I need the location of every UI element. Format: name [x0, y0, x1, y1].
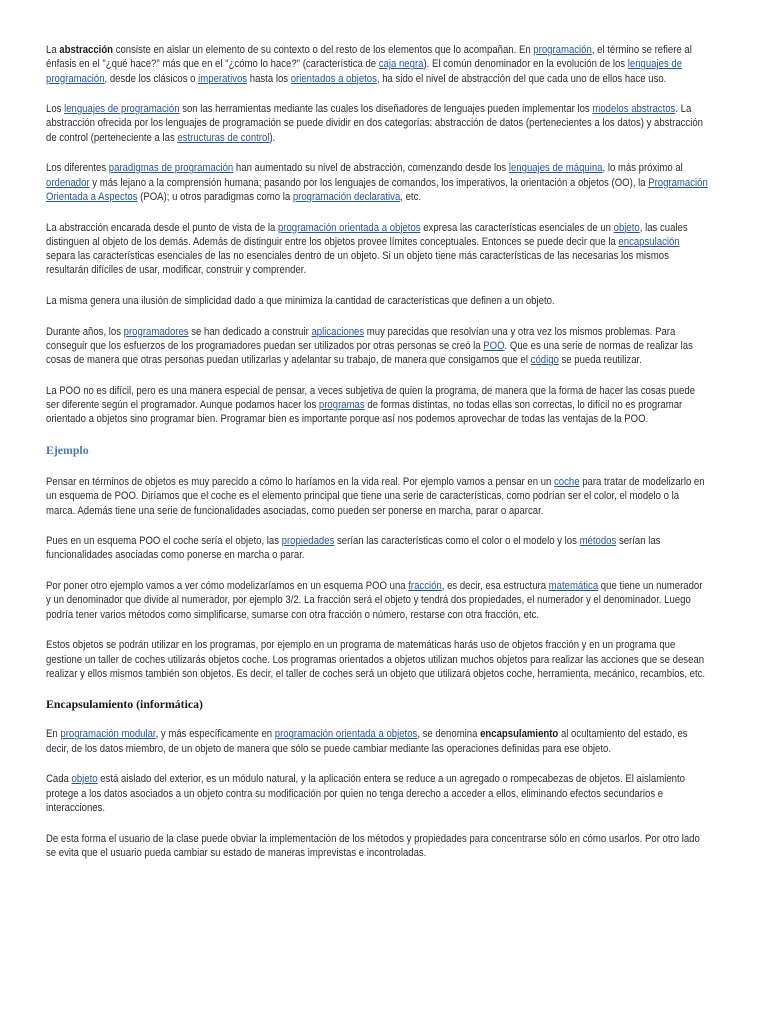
text-run: para tratar de modelizarlo en: [579, 476, 705, 488]
text-line: [46, 846, 638, 860]
text-run: Durante años, los: [46, 325, 124, 338]
link-poo[interactable]: POO: [483, 339, 505, 352]
intro-section: [46, 43, 726, 427]
text-line: [46, 102, 692, 116]
text-run: , es decir, esa estructura: [441, 580, 549, 593]
text-line: [46, 339, 693, 353]
link-programacion-orientada-a-objetos[interactable]: programación orientada a objetos: [274, 728, 418, 741]
text-run: , el término se refiere al: [591, 44, 692, 56]
link-coche[interactable]: coche: [554, 476, 580, 488]
text-run: La POO no es difícil, pero es una manera especial de pensar, a veces subjetiva de quien la programa, de manera que la forma de hacer las cosas puede: [46, 384, 696, 397]
text-run: resultarán difíciles de usar, modificar, construir y comprender.: [46, 264, 307, 277]
text-line: [46, 384, 696, 398]
text-run: ). El común denominador en la evolución de los: [423, 58, 628, 71]
text-line: [46, 548, 638, 562]
link-lenguajes-de-maquina[interactable]: lenguajes de máquina: [508, 162, 603, 175]
text-line: [46, 221, 688, 235]
text-run: . La: [675, 103, 692, 116]
text-run: que tiene un numerador: [598, 580, 703, 593]
text-line: [46, 263, 638, 277]
text-run: , etc.: [400, 190, 422, 203]
example-paragraphs: [46, 475, 726, 681]
link-caja-negra[interactable]: caja negra: [378, 58, 424, 71]
text-run: expresa las características esenciales de un: [420, 221, 614, 234]
link-programacion-modular[interactable]: programación modular: [60, 728, 156, 741]
text-run: , ha sido el nivel de abstracción del que cada uno de ellos hace uso.: [376, 72, 667, 85]
text-line: [46, 787, 664, 801]
text-run: Pensar en términos de objetos es muy parecido a cómo lo haríamos en la vida real. Por ejemplo vamos a pensar en un: [46, 476, 555, 488]
text-run: La misma genera una ilusión de simplicidad dado a que minimiza la cantidad de características que definen a un objeto.: [46, 295, 555, 308]
text-line: [46, 832, 700, 846]
text-run: , y más específicamente en: [155, 728, 275, 741]
intro-paragraphs: [46, 43, 726, 427]
text-run: separa las características esenciales de las no esenciales dentro de un objeto. Si un objeto tiene más características de las necesarias los mismos: [46, 250, 669, 263]
text-run: , lo más próximo al: [602, 162, 683, 175]
text-run: Pues en un esquema POO el coche sería el objeto, las: [46, 535, 282, 548]
link-programacion-orientada-a-objetos[interactable]: programación orientada a objetos: [277, 221, 421, 234]
text-run: interacciones.: [46, 801, 106, 814]
text-run: ser diferente según el programador. Aunque podamos hacer los: [46, 399, 319, 412]
text-run: gestione un taller de coches utilizarás objetos coche. Los programas orientados a objetos utilizan muchos objetos para realizar las acciones que se desean: [46, 653, 705, 666]
text-run: serían las características como el color o el modelo y los: [334, 535, 580, 548]
text-line: [46, 593, 691, 607]
text-run: han aumentado su nivel de abstracción, comenzando desde los: [233, 162, 509, 175]
link-aplicaciones[interactable]: aplicaciones: [311, 325, 365, 338]
text-line: [46, 116, 703, 130]
text-line: [46, 398, 683, 412]
text-run: , se denomina: [417, 728, 481, 741]
text-run: La: [46, 44, 60, 56]
text-line: [46, 190, 638, 204]
link-objeto[interactable]: objeto: [613, 221, 640, 234]
text-run: realizar y ellos mismos también son objetos. Es decir, el taller de coches será un objeto que utilizará objetos coche, herramienta, mecánico, recambios, etc.: [46, 667, 706, 680]
text-line: [46, 72, 667, 86]
text-line: [46, 235, 680, 249]
link-lenguajes-de-programacion[interactable]: lenguajes de programación: [64, 103, 180, 116]
text-line: [46, 43, 692, 57]
encapsulation-section: [46, 697, 726, 860]
link-programacion[interactable]: programación: [46, 72, 105, 85]
link-programacion[interactable]: programación: [533, 44, 592, 56]
text-line: [46, 608, 638, 622]
text-line: [46, 534, 661, 548]
paragraph: [46, 475, 726, 518]
bold-term: abstracción: [59, 44, 114, 56]
text-run: hasta los: [247, 72, 291, 85]
paragraph: [46, 727, 726, 756]
link-paradigmas-de-programacion[interactable]: paradigmas de programación: [108, 162, 234, 175]
text-run: En: [46, 728, 61, 741]
text-run: serían las: [616, 535, 661, 548]
text-run: marca. Además tiene una serie de funcionalidades asociadas, como pueden ser ponerse en marcha, parar o aparcar.: [46, 504, 544, 517]
link-programacion-declarativa[interactable]: programación declarativa: [292, 190, 401, 203]
text-line: [46, 249, 669, 263]
paragraph: [46, 772, 726, 815]
text-line: [46, 772, 685, 786]
link-imperativos[interactable]: imperativos: [198, 72, 248, 85]
text-run: Cada: [46, 773, 72, 786]
text-run: . Que es una serie de normas de realizar las: [504, 339, 693, 352]
text-run: son las herramientas mediante las cuales los diseñadores de lenguajes pueden implementar los: [179, 103, 593, 116]
section-heading-encapsulamiento: Encapsulamiento (informática): [46, 697, 203, 712]
text-run: Estos objetos se podrán utilizar en los programas, por ejemplo en un programa de matemáticas harás uso de objetos fracción y en un programa que: [46, 639, 676, 652]
text-line: [46, 489, 680, 503]
text-line: [46, 742, 638, 756]
link-matematica[interactable]: matemática: [548, 580, 599, 593]
link-fraccion[interactable]: fracción: [408, 580, 442, 593]
link-ordenador[interactable]: ordenador: [46, 176, 90, 189]
text-run: énfasis en el "¿qué hace?" más que en el "¿cómo lo hace?" (característica de: [46, 58, 379, 71]
text-run: consiste en aislar un elemento de su contexto o del resto de los elementos que lo acompañan. En: [113, 44, 534, 56]
document-page: [46, 43, 726, 876]
text-line: [46, 161, 683, 175]
bold-term: encapsulamiento: [480, 728, 559, 741]
link-lenguajes-de[interactable]: lenguajes de: [627, 58, 683, 71]
text-run: de formas distintas, no todas ellas son correctas, lo difícil no es programar: [364, 399, 683, 412]
text-run: cosas de manera que otras personas puedan utilizarlas y adelantar su trabajo, de manera que consigamos que el: [46, 354, 531, 367]
link-encapsulacion[interactable]: encapsulación: [618, 235, 680, 248]
text-run: , desde los clásicos o: [104, 72, 199, 85]
paragraph: [46, 638, 726, 681]
text-line: [46, 325, 676, 339]
text-run: al ocultamiento del estado, es: [558, 728, 688, 741]
link-propiedades[interactable]: propiedades: [281, 535, 335, 548]
text-run: orientado a objetos sino programar bien. Programar bien es importante porque así nos podemos aprovechar de todas las ventajas de la POO.: [46, 413, 649, 426]
paragraph: [46, 161, 726, 204]
text-run: De esta forma el usuario de la clase puede obviar la implementación de los métodos y propiedades para concentrarse sólo en cómo usarlos. Por otro lado: [46, 832, 700, 845]
paragraph: [46, 832, 726, 861]
text-line: [46, 727, 688, 741]
text-run: de control (perteneciente a las: [46, 131, 178, 144]
text-run: se han dedicado a construir: [188, 325, 312, 338]
text-run: , las cuales: [639, 221, 688, 234]
link-orientados-a-objetos[interactable]: orientados a objetos: [290, 72, 377, 85]
text-line: [46, 131, 638, 145]
text-run: muy parecidas que resolvían una y otra vez los mismos problemas. Para: [364, 325, 676, 338]
link-programacion[interactable]: Programación: [648, 176, 708, 189]
example-section: [46, 443, 726, 681]
text-line: [46, 579, 703, 593]
encapsulation-paragraphs: [46, 727, 726, 860]
text-run: funcionalidades asociadas como ponerse en marcha o parar.: [46, 549, 305, 562]
text-run: decir, de los datos miembro, de un objeto de manera que sólo se puede cambiar mediante las operaciones definidas para ese objeto.: [46, 742, 611, 755]
link-modelos-abstractos[interactable]: modelos abstractos: [592, 103, 676, 116]
text-line: [46, 504, 638, 518]
text-line: [46, 638, 676, 652]
paragraph: [46, 294, 726, 308]
link-orientada-a-aspectos[interactable]: Orientada a Aspectos: [46, 190, 138, 203]
text-line: [46, 475, 705, 489]
paragraph: [46, 102, 726, 145]
paragraph: [46, 325, 726, 368]
link-codigo[interactable]: código: [530, 354, 559, 367]
text-run: Por poner otro ejemplo vamos a ver cómo modelizaríamos en un esquema POO una: [46, 580, 409, 593]
paragraph: [46, 579, 726, 622]
paragraph: [46, 43, 726, 86]
text-run: Los diferentes: [46, 162, 109, 175]
text-run: distinguen al objeto de los demás. Además de distinguir entre los objetos provee límites conceptuales. Entonces se puede decir que la: [46, 235, 619, 248]
text-line: [46, 801, 638, 815]
paragraph: [46, 384, 726, 427]
link-objeto[interactable]: objeto: [71, 773, 98, 786]
text-run: (POA); u otros paradigmas como la: [137, 190, 293, 203]
text-line: [46, 653, 705, 667]
text-run: podría tener varios métodos como simplificarse, sumarse con otra fracción o número, restarse con otra fracción, etc.: [46, 608, 540, 621]
text-line: [46, 667, 706, 681]
text-run: conseguir que los esfuerzos de los programadores puedan ser utilizados por otras personas se creó la: [46, 339, 484, 352]
link-metodos[interactable]: métodos: [579, 535, 617, 548]
text-run: y un denominador que divide al numerador, por ejemplo 3/2. La fracción será el objeto y tendrá dos propiedades, el numerador y el denominador. Luego: [46, 594, 691, 607]
text-run: se evita que el usuario pueda cambiar su estado de maneras imprevistas e incontroladas.: [46, 846, 427, 859]
text-line: [46, 57, 683, 71]
paragraph: [46, 534, 726, 563]
link-programas[interactable]: programas: [318, 399, 365, 412]
text-line: [46, 353, 642, 367]
text-run: La abstracción encarada desde el punto de vista de la: [46, 221, 278, 234]
section-heading-ejemplo: Ejemplo: [46, 443, 89, 458]
text-run: abstracción ofrecida por los lenguajes de programación se puede dividir en dos categorías: abstracción de datos (pertenecientes a los datos) y abstracción: [46, 117, 703, 130]
text-run: y más lejano a la comprensión humana; pasando por los lenguajes de comandos, los imperativos, la orientación a objetos (OO), la: [89, 176, 649, 189]
link-programadores[interactable]: programadores: [123, 325, 189, 338]
text-line: [46, 412, 649, 426]
text-run: un esquema de POO. Diríamos que el coche es el elemento principal que tiene una serie de características, como podrían ser el color, el modelo o la: [46, 490, 680, 503]
text-run: se pueda reutilizar.: [558, 354, 642, 367]
text-run: ).: [269, 131, 276, 144]
text-run: está aislado del exterior, es un módulo natural, y la aplicación entera se reduce a un agregado o rompecabezas de objetos. El aislamiento: [97, 773, 685, 786]
link-estructuras-de-control[interactable]: estructuras de control: [177, 131, 270, 144]
text-run: protege a los datos asociados a un objeto contra su modificación por quien no tenga derecho a acceder a ellos, eliminando efectos secundarios e: [46, 787, 664, 800]
paragraph: [46, 221, 726, 278]
text-line: [46, 176, 708, 190]
text-line: [46, 294, 638, 308]
text-run: Los: [46, 103, 65, 116]
